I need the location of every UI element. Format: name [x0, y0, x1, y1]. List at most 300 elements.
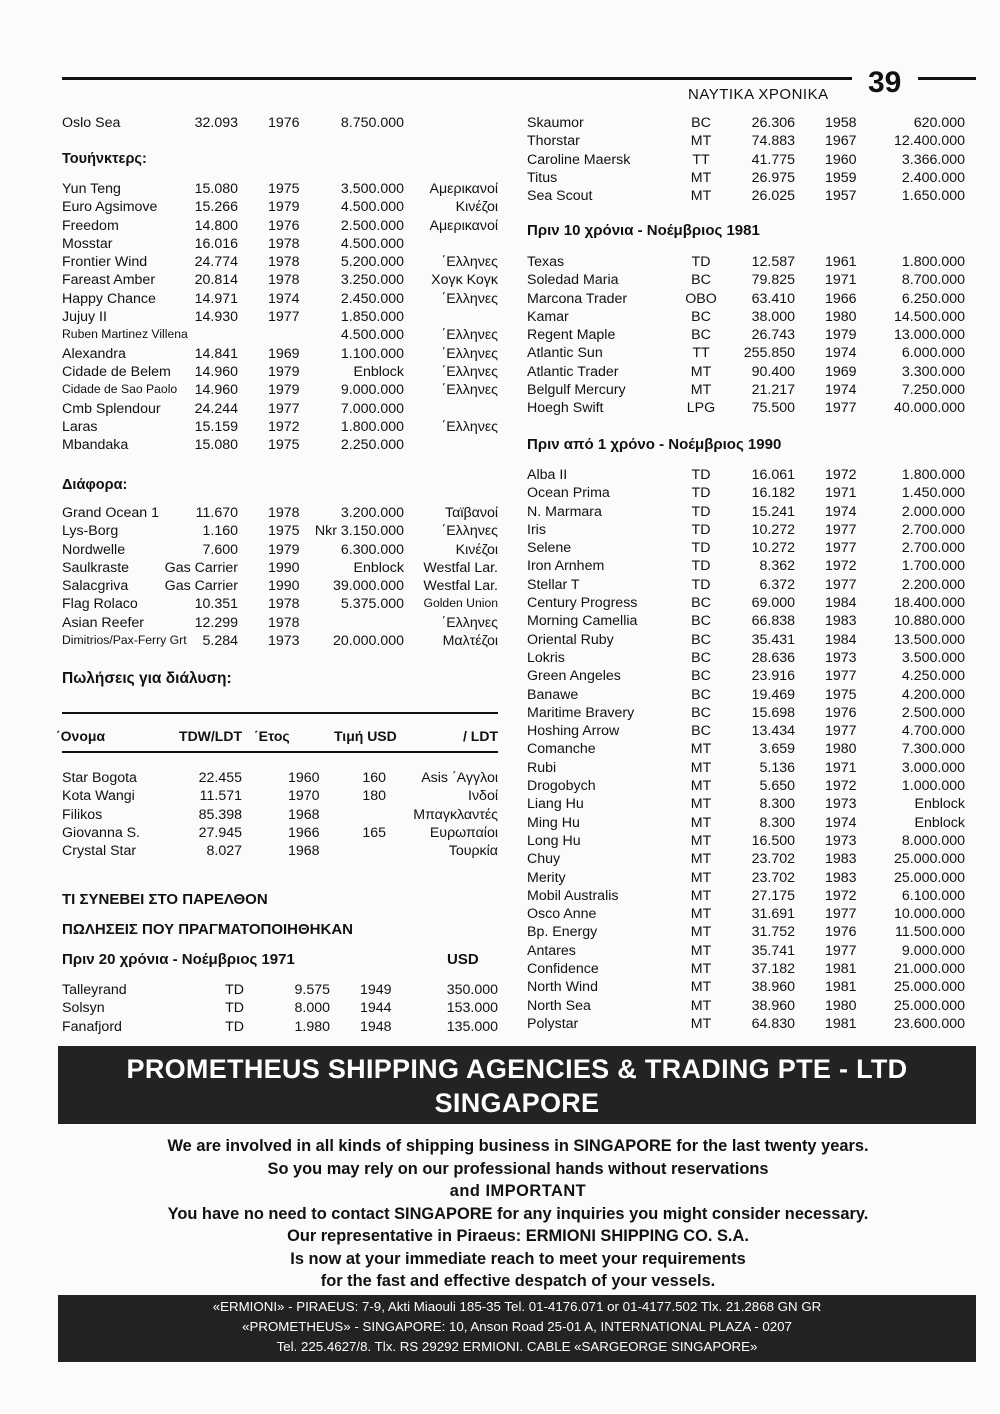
cell-tonnage: 23.702: [751, 851, 795, 868]
table-row: [62, 1019, 498, 1037]
cell-price: 5.200.000: [340, 254, 404, 271]
table-row: [62, 505, 502, 523]
table-row: [527, 851, 965, 869]
cell-price: 1.700.000: [901, 558, 965, 575]
cell-type: MT: [690, 869, 712, 886]
cell-price: 2.000.000: [901, 503, 965, 520]
cell-tonnage: 26.025: [751, 188, 795, 205]
cell-year: 1978: [268, 272, 300, 289]
cell-type: BC: [691, 272, 711, 289]
cell-price: 2.500.000: [340, 217, 404, 234]
cell-tonnage: 16.061: [751, 467, 795, 483]
cell-year: 1971: [825, 272, 857, 289]
cell-price: 1.800.000: [901, 467, 965, 483]
table-row: [62, 419, 502, 437]
cell-name: Mbandaka: [62, 437, 129, 454]
cell-price: 10.000.000: [893, 906, 965, 923]
cell-year: 1977: [825, 576, 857, 593]
cell-year: 1961: [825, 254, 857, 270]
cell-type: MT: [690, 851, 712, 868]
cell-tonnage: 1.980: [294, 1018, 330, 1035]
cell-year: 1977: [268, 400, 300, 417]
cell-name: Osco Anne: [527, 906, 597, 923]
table-row: [62, 401, 502, 419]
cell-tdw: 8.027: [206, 843, 242, 860]
cell-tonnage: 26.306: [751, 115, 795, 131]
cell-year: 1978: [268, 235, 300, 252]
cell-price: 10.880.000: [893, 613, 965, 630]
cell-tonnage: 26.743: [751, 327, 795, 344]
cell-name: Chuy: [527, 851, 561, 868]
table-row: [527, 345, 965, 363]
table-row: [62, 199, 502, 217]
demo-col-name: ΄Ονομα: [56, 728, 106, 744]
cell-buyer: Μπαγκλαντές: [413, 806, 498, 823]
table-row: [527, 327, 965, 345]
cell-tonnage: 10.272: [751, 540, 795, 557]
cell-name: Happy Chance: [62, 290, 156, 307]
cell-tonnage: 15.241: [751, 503, 795, 520]
cell-year: 1981: [825, 1015, 857, 1032]
cell-name: Atlantic Sun: [527, 345, 603, 362]
cell-name: Ocean Prima: [527, 485, 610, 502]
cell-name: Grand Ocean 1: [62, 505, 160, 521]
table-row: [527, 833, 965, 851]
cell-type: BC: [691, 308, 711, 325]
cell-type: BC: [691, 686, 711, 703]
cell-price: 3.500.000: [901, 649, 965, 666]
cell-price: 2.250.000: [340, 437, 404, 454]
magazine-title: ΝΑΥΤΙΚΑ ΧΡΟΝΙΚΑ: [688, 86, 829, 103]
table-row: [62, 382, 502, 400]
cell-name: Solsyn: [62, 1000, 105, 1017]
table-row: [527, 504, 965, 522]
table-row: [62, 633, 502, 651]
cell-price: Enblock: [914, 796, 965, 813]
cell-tonnage: 14.960: [194, 363, 238, 380]
table-row: [62, 1000, 498, 1018]
cell-type: MT: [690, 382, 712, 399]
table-row: [527, 382, 965, 400]
cell-year: 1960: [825, 151, 857, 168]
cell-tonnage: 10.272: [751, 521, 795, 538]
cell-buyer: Τουρκία: [448, 843, 498, 860]
cell-year: 1967: [825, 133, 857, 150]
ad-line: We are involved in all kinds of shipping business in SINGAPORE for the last twenty years.: [167, 1137, 869, 1155]
cell-year: 1959: [825, 169, 857, 186]
cell-tonnage: 38.960: [751, 997, 795, 1014]
header-rule-right: [918, 77, 976, 80]
cell-name: Belgulf Mercury: [527, 382, 626, 399]
cell-tonnage: 3.659: [759, 741, 795, 758]
cell-year: 1972: [825, 778, 857, 795]
cell-name: Salacgriva: [62, 578, 129, 595]
cell-tonnage: 35.431: [751, 631, 795, 648]
table-row: [62, 272, 502, 290]
cell-type: MT: [690, 741, 712, 758]
cell-price: 165: [362, 824, 386, 841]
cell-name: Rubi: [527, 759, 557, 776]
cell-type: TD: [691, 521, 711, 538]
cell-tonnage: 23.702: [751, 869, 795, 886]
table-row: [62, 825, 498, 843]
cell-tonnage: 15.266: [194, 199, 238, 216]
cell-tonnage: 66.838: [751, 613, 795, 630]
cell-name: Atlantic Trader: [527, 363, 619, 380]
table-row: [527, 152, 965, 170]
cell-name: Long Hu: [527, 832, 581, 849]
cell-year: 1990: [268, 578, 300, 595]
cell-name: Cidade de Belem: [62, 363, 171, 380]
cell-price: 12.400.000: [893, 133, 965, 150]
cell-name: Regent Maple: [527, 327, 616, 344]
cell-tonnage: 64.830: [751, 1015, 795, 1032]
cell-price: 25.000.000: [893, 979, 965, 996]
cell-year: 1974: [268, 290, 300, 307]
table-row: [62, 364, 502, 382]
table-row: [62, 560, 502, 578]
cell-type: MT: [690, 942, 712, 959]
cell-year: 1977: [825, 942, 857, 959]
cell-year: 1977: [825, 400, 857, 417]
cell-year: 1977: [825, 668, 857, 685]
cell-name: Mobil Australis: [527, 887, 619, 904]
cell-type: BC: [691, 613, 711, 630]
cell-price: 3.500.000: [340, 181, 404, 197]
cell-price: 20.000.000: [332, 633, 404, 650]
demolition-heading: Πωλήσεις για διάλυση:: [62, 670, 232, 687]
cell-year: 1944: [360, 1000, 392, 1017]
table-row: [527, 924, 965, 942]
cell-tonnage: 32.093: [194, 115, 238, 131]
cell-buyer: Ινδοί: [468, 788, 498, 805]
cell-price: 4.500.000: [340, 235, 404, 252]
ad-line: and IMPORTANT: [449, 1182, 587, 1200]
cell-price: 6.000.000: [901, 345, 965, 362]
cell-buyer: ΄Ελληνες: [441, 254, 498, 271]
cell-name: Laras: [62, 418, 98, 435]
cell-buyer: Westfal Lar.: [423, 578, 498, 595]
cell-type: TD: [691, 485, 711, 502]
cell-price: 7.250.000: [901, 382, 965, 399]
cell-type: MT: [690, 924, 712, 941]
cell-buyer: Αμερικανοί: [429, 217, 498, 234]
table-row: [527, 577, 965, 595]
table-row: [527, 364, 965, 382]
cell-year: 1960: [288, 770, 320, 786]
table-row: [527, 133, 965, 151]
y10-heading: Πριν 10 χρόνια - Νοέμβριος 1981: [527, 222, 760, 239]
cell-price: Enblock: [353, 363, 404, 380]
cell-tonnage: 16.182: [751, 485, 795, 502]
ad-line: So you may rely on our professional hands without reservations: [267, 1159, 769, 1178]
y1-table: [527, 467, 965, 1034]
misc-heading: Διάφορα:: [62, 477, 128, 493]
cell-price: 5.375.000: [340, 596, 404, 613]
tugs-heading: Τουήνκτερς:: [62, 151, 147, 167]
cell-price: 350.000: [446, 982, 498, 998]
cell-price: 3.300.000: [901, 363, 965, 380]
cell-type: BC: [691, 668, 711, 685]
cell-tonnage: 19.469: [751, 686, 795, 703]
cell-tonnage: 27.175: [751, 887, 795, 904]
cell-tonnage: 255.850: [743, 345, 795, 362]
cell-year: 1983: [825, 613, 857, 630]
ad-line: You have no need to contact SINGAPORE for any inquiries you might consider necessary.: [167, 1204, 869, 1223]
table-row: [527, 400, 965, 418]
cell-price: Enblock: [914, 814, 965, 831]
table-row: [527, 870, 965, 888]
cell-type: TD: [691, 467, 711, 483]
cell-buyer: ΄Ελληνες: [441, 382, 498, 399]
cell-year: 1974: [825, 382, 857, 399]
cell-year: 1969: [268, 345, 300, 362]
table-row: [527, 723, 965, 741]
cell-name: Lys-Borg: [62, 523, 119, 540]
cell-type: MT: [690, 188, 712, 205]
cell-buyer: Κινέζοι: [455, 541, 498, 558]
cell-type: TD: [691, 558, 711, 575]
cell-price: 21.000.000: [893, 961, 965, 978]
cell-tonnage: 12.299: [194, 614, 238, 631]
table-row: [527, 291, 965, 309]
cell-year: 1979: [268, 541, 300, 558]
cell-year: 1977: [825, 521, 857, 538]
cell-year: 1949: [360, 982, 392, 998]
cell-tonnage: 14.960: [194, 382, 238, 399]
cell-name: Kamar: [527, 308, 569, 325]
cell-price: 4.700.000: [901, 723, 965, 740]
cell-name: Maritime Bravery: [527, 704, 635, 721]
cell-year: 1980: [825, 308, 857, 325]
cell-name: Kota Wangi: [62, 788, 135, 805]
demo-col-ldt: / LDT: [463, 728, 498, 744]
table-row: [527, 705, 965, 723]
cell-tonnage: 14.930: [194, 309, 238, 326]
cell-buyer: Ευρωπαίοι: [429, 824, 498, 841]
cell-name: Star Bogota: [62, 770, 137, 786]
cell-price: 135.000: [446, 1018, 498, 1035]
cell-price: 25.000.000: [893, 997, 965, 1014]
cell-type: MT: [690, 997, 712, 1014]
cell-price: 2.700.000: [901, 540, 965, 557]
cell-year: 1976: [825, 704, 857, 721]
cell-year: 1973: [825, 796, 857, 813]
cell-name: Hoshing Arrow: [527, 723, 620, 740]
cell-type: MT: [690, 759, 712, 776]
cell-name: Mosstar: [62, 235, 113, 252]
cell-tonnage: 69.000: [751, 595, 795, 612]
cell-year: 1972: [268, 418, 300, 435]
y20-table: [62, 982, 498, 1037]
cell-price: 3.366.000: [901, 151, 965, 168]
ad-line: for the fast and effective despatch of your vessels.: [320, 1272, 716, 1290]
cell-name: Giovanna S.: [62, 824, 141, 841]
cell-price: 4.500.000: [340, 327, 404, 344]
cell-year: 1976: [268, 115, 300, 131]
cell-tonnage: 8.300: [759, 796, 795, 813]
cell-price: 13.000.000: [893, 327, 965, 344]
table-row: [527, 595, 965, 613]
cell-tonnage: 14.841: [194, 345, 238, 362]
cell-tonnage: 8.000: [294, 1000, 330, 1017]
table-row: [527, 170, 965, 188]
cell-name: Banawe: [527, 686, 579, 703]
right-top-table: [527, 115, 965, 206]
ad-line: Is now at your immediate reach to meet your requirements: [290, 1249, 746, 1268]
table-row: [527, 687, 965, 705]
cell-type: LPG: [686, 400, 716, 417]
cell-name: Ruben Martinez Villena: [62, 327, 188, 342]
cell-price: 23.600.000: [893, 1015, 965, 1032]
cell-type: MT: [690, 133, 712, 150]
cell-year: 1974: [825, 503, 857, 520]
cell-name: Century Progress: [527, 595, 638, 612]
header-rule: [62, 77, 852, 80]
cell-price: Nkr 3.150.000: [314, 523, 404, 540]
cell-tonnage: 6.372: [759, 576, 795, 593]
table-row: [62, 236, 502, 254]
cell-year: 1976: [268, 217, 300, 234]
banner-city: SINGAPORE: [434, 1088, 600, 1118]
cell-buyer: Asis ΄Αγγλοι: [421, 770, 498, 786]
cell-year: 1957: [825, 188, 857, 205]
cell-year: 1958: [825, 115, 857, 131]
cell-year: 1978: [268, 614, 300, 631]
cell-year: 1979: [825, 327, 857, 344]
cell-tonnage: Gas Carrier: [164, 559, 238, 576]
table-row: [62, 807, 498, 825]
demo-col-tdw: TDW/LDT: [179, 728, 242, 744]
cell-year: 1970: [288, 788, 320, 805]
cell-tonnage: 35.741: [751, 942, 795, 959]
table-row: [527, 613, 965, 631]
cell-type: BC: [691, 595, 711, 612]
cell-year: 1981: [825, 961, 857, 978]
cell-type: MT: [690, 363, 712, 380]
cell-name: Marcona Trader: [527, 290, 628, 307]
table-row: [62, 788, 498, 806]
table-row: [527, 796, 965, 814]
table-row: [527, 760, 965, 778]
table-row: [62, 523, 502, 541]
table-row: [62, 115, 502, 133]
cell-year: 1984: [825, 631, 857, 648]
cell-tonnage: 14.971: [194, 290, 238, 307]
ad-footer: [58, 1295, 976, 1362]
table-row: [62, 309, 502, 327]
cell-type: BC: [691, 723, 711, 740]
cell-name: Bp. Energy: [527, 924, 598, 941]
cell-price: 3.000.000: [901, 759, 965, 776]
page-number: 39: [868, 66, 902, 99]
cell-buyer: Westfal Lar.: [423, 559, 498, 576]
cell-year: 1984: [825, 595, 857, 612]
cell-year: 1973: [825, 649, 857, 666]
cell-name: Hoegh Swift: [527, 400, 604, 417]
table-row: [527, 272, 965, 290]
ad-text: [60, 1135, 976, 1293]
cell-tonnage: 41.775: [751, 151, 795, 168]
cell-tdw: 22.455: [198, 770, 242, 786]
cell-name: Titus: [527, 169, 558, 186]
cell-type: MT: [690, 979, 712, 996]
table-row: [527, 115, 965, 133]
cell-price: 14.500.000: [893, 308, 965, 325]
table-row: [527, 906, 965, 924]
demo-col-price: Τιμή USD: [334, 728, 397, 744]
cell-year: 1977: [268, 309, 300, 326]
footer-line: «PROMETHEUS» - SINGAPORE: 10, Anson Road 25-01 A, INTERNATIONAL PLAZA - 0207: [242, 1319, 792, 1334]
cell-tonnage: 13.434: [751, 723, 795, 740]
cell-tonnage: 20.814: [194, 272, 238, 289]
cell-tonnage: 5.650: [759, 778, 795, 795]
past-heading: ΤΙ ΣΥΝΕΒΕΙ ΣΤΟ ΠΑΡΕΛΘΟΝ: [62, 891, 268, 908]
cell-type: MT: [690, 887, 712, 904]
cell-price: 1.650.000: [901, 188, 965, 205]
cell-price: 25.000.000: [893, 869, 965, 886]
cell-type: BC: [691, 115, 711, 131]
cell-year: 1978: [268, 505, 300, 521]
cell-year: 1977: [825, 723, 857, 740]
cell-year: 1968: [288, 806, 320, 823]
cell-price: 25.000.000: [893, 851, 965, 868]
cell-price: 1.850.000: [340, 309, 404, 326]
cell-tonnage: 1.160: [202, 523, 238, 540]
y1-heading: Πριν από 1 χρόνο - Νοέμβριος 1990: [527, 436, 782, 453]
past-subheading: ΠΩΛΗΣΕΙΣ ΠΟΥ ΠΡΑΓΜΑΤΟΠΟΙΗΘΗΚΑΝ: [62, 921, 354, 938]
cell-type: TD: [691, 254, 711, 270]
cell-tonnage: 16.500: [751, 832, 795, 849]
cell-name: Oriental Ruby: [527, 631, 614, 648]
cell-year: 1971: [825, 485, 857, 502]
cell-price: 8.700.000: [901, 272, 965, 289]
table-row: [527, 961, 965, 979]
cell-year: 1966: [288, 824, 320, 841]
cell-name: North Wind: [527, 979, 598, 996]
cell-type: MT: [690, 778, 712, 795]
table-row: [527, 998, 965, 1016]
table-row: [527, 467, 965, 485]
cell-name: Frontier Wind: [62, 254, 148, 271]
cell-tonnage: 37.182: [751, 961, 795, 978]
table-row: [527, 943, 965, 961]
table-row: [62, 437, 502, 455]
cell-name: Fanafjord: [62, 1018, 122, 1035]
demolition-table: [62, 770, 498, 861]
cell-name: Yun Teng: [62, 181, 121, 197]
cell-price: 8.000.000: [901, 832, 965, 849]
cell-price: 2.500.000: [901, 704, 965, 721]
demo-header-row: [56, 728, 498, 748]
cell-tonnage: 5.284: [202, 633, 238, 650]
cell-year: 1977: [825, 540, 857, 557]
cell-type: TD: [691, 540, 711, 557]
table-row: [62, 843, 498, 861]
cell-price: 2.400.000: [901, 169, 965, 186]
cell-name: Flag Rolaco: [62, 596, 138, 613]
cell-price: 1.450.000: [901, 485, 965, 502]
cell-price: 2.450.000: [340, 290, 404, 307]
cell-year: 1980: [825, 997, 857, 1014]
cell-tonnage: 75.500: [751, 400, 795, 417]
y10-table: [527, 254, 965, 419]
cell-buyer: Ταϊβανοί: [445, 505, 498, 521]
cell-name: Sea Scout: [527, 188, 593, 205]
cell-type: MT: [690, 796, 712, 813]
cell-buyer: Χογκ Κογκ: [431, 272, 498, 289]
cell-year: 1983: [825, 851, 857, 868]
